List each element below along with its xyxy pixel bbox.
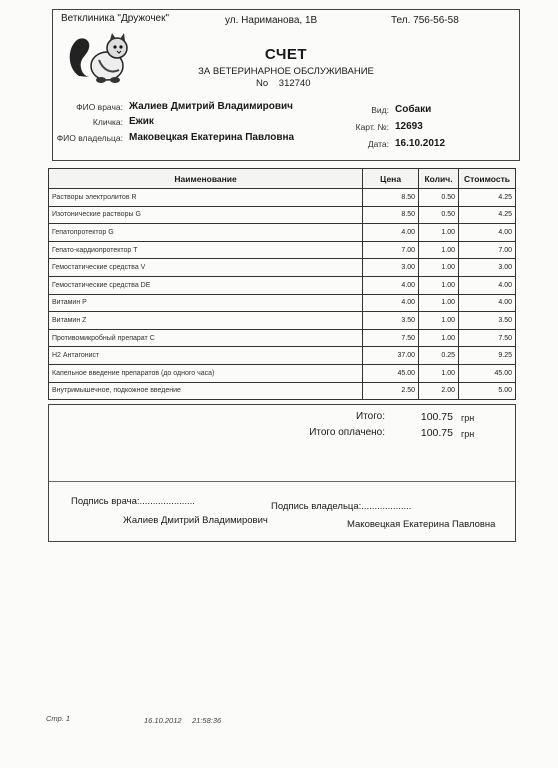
service-price: 45.00 [363, 364, 419, 382]
footer-page: Стр. 1 [46, 714, 71, 723]
table-row [49, 259, 516, 277]
service-name: Капельное введение препаратов (до одного часа) [49, 364, 363, 382]
col-header-qty: Колич. [419, 169, 459, 189]
species-value: Собаки [395, 104, 432, 115]
table-row [49, 364, 516, 382]
col-header-price: Цена [363, 169, 419, 189]
service-qty: 0.25 [419, 347, 459, 365]
col-header-name: Наименование [49, 169, 363, 189]
service-name: Внутримышечное, подкожное введение [49, 382, 363, 400]
paid-currency: грн [461, 429, 475, 439]
owner-label: ФИО владельца: [56, 133, 123, 143]
total-label: Итого: [356, 411, 385, 422]
service-qty: 1.00 [419, 241, 459, 259]
service-qty: 0.50 [419, 189, 459, 207]
total-value: 100.75 [420, 411, 453, 423]
service-cost: 5.00 [459, 382, 516, 400]
doctor-signature-label: Подпись врача:..................... [71, 496, 195, 507]
service-qty: 1.00 [419, 364, 459, 382]
paid-value: 100.75 [420, 427, 453, 439]
services-table [48, 168, 516, 400]
service-cost: 7.00 [459, 241, 516, 259]
paid-label: Итого оплачено: [309, 427, 385, 438]
service-name: Гемостатические средства DE [49, 276, 363, 294]
card-value: 12693 [395, 121, 423, 132]
table-row [49, 224, 516, 242]
service-cost: 4.00 [459, 224, 516, 242]
table-header-row [49, 169, 516, 189]
footer-date: 16.10.2012 [144, 716, 182, 725]
service-qty: 1.00 [419, 259, 459, 277]
service-price: 4.00 [363, 224, 419, 242]
table-row [49, 312, 516, 330]
service-name: Гепато-кардиопротектор Т [49, 241, 363, 259]
service-name: Н2 Антагонист [49, 347, 363, 365]
invoice-number [256, 78, 319, 89]
service-cost: 3.00 [459, 259, 516, 277]
table-row [49, 294, 516, 312]
service-cost: 4.00 [459, 276, 516, 294]
doctor-label: ФИО врача: [76, 102, 123, 112]
invoice-title: СЧЕТ [264, 46, 308, 63]
col-header-cost: Стоимость [459, 169, 516, 189]
table-row [49, 382, 516, 400]
service-cost: 3.50 [459, 312, 516, 330]
service-cost: 4.00 [459, 294, 516, 312]
services-table-container [48, 168, 514, 400]
date-label: Дата: [367, 139, 389, 149]
service-qty: 1.00 [419, 276, 459, 294]
service-qty: 2.00 [419, 382, 459, 400]
table-row [49, 329, 516, 347]
service-name: Изотонические растворы G [49, 206, 363, 224]
owner-value: Маковецкая Екатерина Павловна [129, 132, 295, 143]
service-price: 4.00 [363, 276, 419, 294]
service-qty: 1.00 [419, 329, 459, 347]
owner-signature-label: Подпись владельца:................... [271, 501, 412, 512]
totals-box [48, 404, 516, 542]
service-price: 4.00 [363, 294, 419, 312]
service-qty: 1.00 [419, 294, 459, 312]
service-name: Витамин Z [49, 312, 363, 330]
service-price: 2.50 [363, 382, 419, 400]
table-row [49, 206, 516, 224]
doctor-value: Жалиев Дмитрий Владимирович [129, 101, 293, 112]
signature-divider [49, 481, 515, 482]
service-name: Растворы электролитов R [49, 189, 363, 207]
service-name: Противомикробный препарат С [49, 329, 363, 347]
service-cost: 4.25 [459, 206, 516, 224]
table-row [49, 189, 516, 207]
invoice-header [52, 9, 520, 161]
service-name: Витамин Р [49, 294, 363, 312]
service-price: 8.50 [363, 189, 419, 207]
service-price: 7.00 [363, 241, 419, 259]
service-qty: 1.00 [419, 224, 459, 242]
date-value: 16.10.2012 [395, 138, 446, 149]
card-label: Карт. №: [355, 122, 389, 132]
clinic-address: ул. Нариманова, 1В [225, 15, 318, 26]
total-currency: грн [461, 413, 475, 423]
service-price: 37.00 [363, 347, 419, 365]
invoice-subtitle: ЗА ВЕТЕРИНАРНОЕ ОБСЛУЖИВАНИЕ [198, 66, 374, 77]
doctor-signature-name: Жалиев Дмитрий Владимирович [123, 515, 268, 526]
invoice-number-label: No [256, 78, 269, 89]
service-name: Гепатопротектор G [49, 224, 363, 242]
clinic-phone: Тел. 756-56-58 [391, 15, 459, 26]
service-cost: 4.25 [459, 189, 516, 207]
service-name: Гемостатические средства V [49, 259, 363, 277]
clinic-name: Ветклиника "Дружочек" [61, 13, 170, 24]
service-price: 3.50 [363, 312, 419, 330]
service-price: 3.00 [363, 259, 419, 277]
service-qty: 0.50 [419, 206, 459, 224]
service-cost: 7.50 [459, 329, 516, 347]
service-cost: 9.25 [459, 347, 516, 365]
species-label: Вид: [371, 105, 389, 115]
invoice-number-value: 312740 [278, 78, 311, 89]
service-cost: 45.00 [459, 364, 516, 382]
service-price: 8.50 [363, 206, 419, 224]
owner-signature-name: Маковецкая Екатерина Павловна [347, 519, 496, 530]
table-row [49, 347, 516, 365]
pet-label: Кличка: [92, 117, 123, 127]
service-qty: 1.00 [419, 312, 459, 330]
service-price: 7.50 [363, 329, 419, 347]
table-row [49, 276, 516, 294]
table-row [49, 241, 516, 259]
footer-time: 21:58:36 [192, 716, 222, 725]
pet-value: Ежик [129, 116, 154, 127]
